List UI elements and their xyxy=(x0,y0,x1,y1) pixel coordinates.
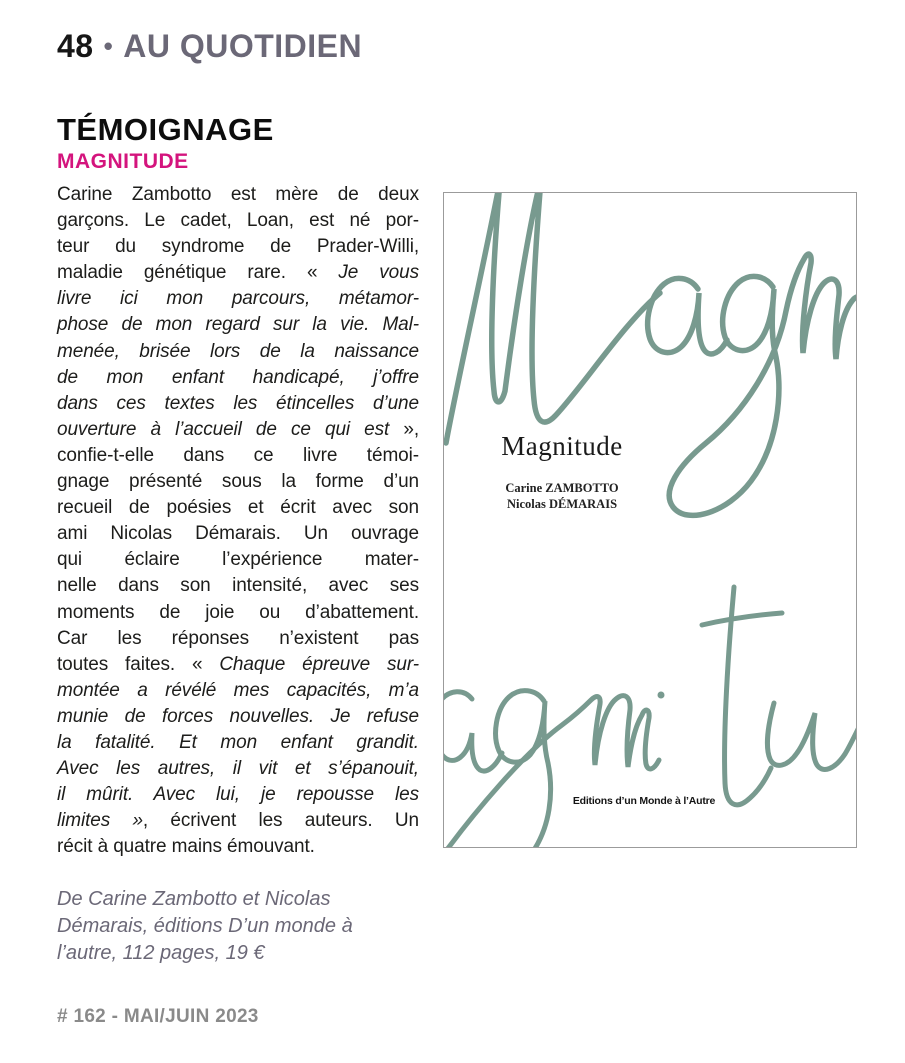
body-line: recueil de poésies et écrit avec son xyxy=(57,497,419,519)
credit-line: l’autre, 112 pages, 19 € xyxy=(57,942,265,964)
body-line: Carine Zambotto est mère de deux xyxy=(57,184,419,205)
body-line: de mon enfant handicapé, j’offre xyxy=(57,366,419,388)
body-line: Avec les autres, il vit et s’épanouit, xyxy=(57,758,419,780)
body-line: dans ces textes les étincelles d’une xyxy=(57,392,419,414)
article-credit xyxy=(57,886,437,967)
cover-author: Nicolas DÉMARAIS xyxy=(506,497,618,511)
body-line: limites », écrivent les auteurs. Un xyxy=(57,810,419,832)
body-line: gnage présenté sous la forme d’un xyxy=(57,471,419,493)
body-line: menée, brisée lors de la naissance xyxy=(57,340,419,362)
body-line: ami Nicolas Démarais. Un ouvrage xyxy=(57,523,419,545)
body-line: il mûrit. Avec lui, je repousse les xyxy=(57,784,419,806)
body-line: nelle dans son intensité, avec ses xyxy=(57,575,419,597)
body-line: livre ici mon parcours, métamor- xyxy=(57,288,419,310)
article-body xyxy=(57,182,419,860)
body-line: confie-t-elle dans ce livre témoi- xyxy=(57,444,419,466)
body-line: montée a révélé mes capacités, m’a xyxy=(57,679,419,701)
body-line: moments de joie ou d’abattement. xyxy=(57,601,419,623)
issue-label: # 162 - MAI/JUIN 2023 xyxy=(57,1006,259,1027)
body-line: récit à quatre mains émouvant. xyxy=(57,836,315,858)
bullet-separator-icon: • xyxy=(103,31,114,61)
body-line: toutes faites. « Chaque épreuve sur- xyxy=(57,653,419,675)
body-line: teur du syndrome de Prader-Willi, xyxy=(57,236,419,258)
body-line: ouverture à l’accueil de ce qui est », xyxy=(57,418,419,440)
body-line: phose de mon regard sur la vie. Mal- xyxy=(57,314,419,336)
article-subtitle: MAGNITUDE xyxy=(57,150,189,173)
body-line: la fatalité. Et mon enfant grandit. xyxy=(57,731,419,753)
article-kicker: TÉMOIGNAGE xyxy=(57,112,274,147)
body-line: qui éclaire l’expérience mater- xyxy=(57,549,419,571)
page-header xyxy=(57,28,362,65)
body-line: maladie génétique rare. « Je vous xyxy=(57,262,419,284)
body-line: Car les réponses n’existent pas xyxy=(57,627,419,649)
cover-script-top-magn xyxy=(444,193,857,528)
page-number: 48 xyxy=(57,28,94,64)
credit-line: Démarais, éditions D’un monde à xyxy=(57,915,353,937)
cover-title: Magnitude xyxy=(501,431,623,461)
cover-authors xyxy=(472,480,652,512)
body-line: garçons. Le cadet, Loan, est né por- xyxy=(57,210,419,232)
book-cover xyxy=(443,192,857,848)
section-title: AU QUOTIDIEN xyxy=(123,28,363,64)
cover-publisher: Editions d’un Monde à l’Autre xyxy=(572,795,716,807)
credit-line: De Carine Zambotto et Nicolas xyxy=(57,888,331,910)
cover-author: Carine ZAMBOTTO xyxy=(505,481,619,495)
body-line: munie de forces nouvelles. Je refuse xyxy=(57,705,419,727)
